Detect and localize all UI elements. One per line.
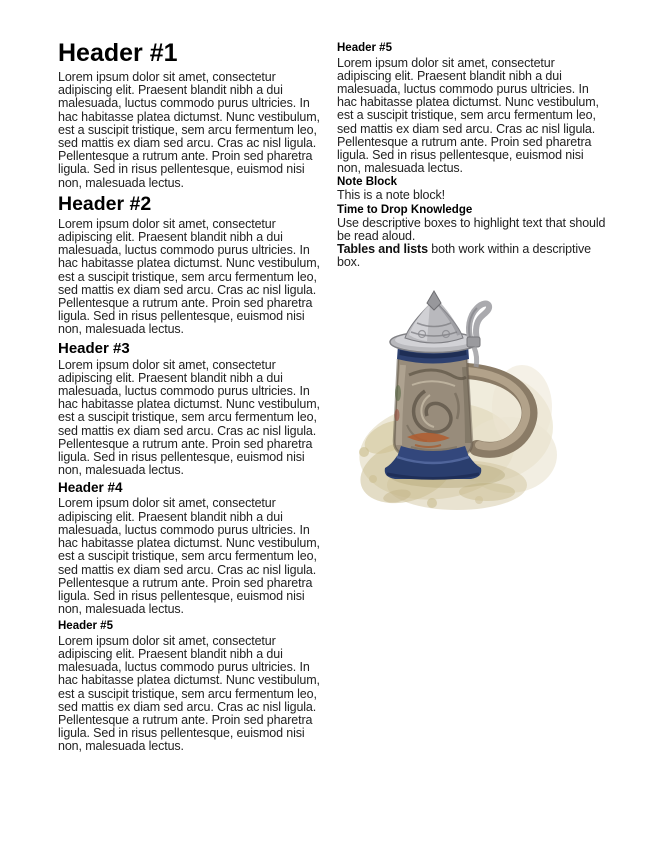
knowledge-block-text: Use descriptive boxes to highlight text that should be read aloud. (337, 215, 606, 243)
emphasis-bold-text: Tables and lists (337, 241, 428, 256)
stein-body (394, 359, 472, 455)
stein-lid (390, 291, 478, 353)
paragraph: Lorem ipsum dolor sit amet, consectetur adipiscing elit. Praesent blandit nibh a dui malesuada, luctus commodo purus ultricies. In hac habitasse platea dictumst. Nunc vestibulum, est a suscipit tristique, sem arcu fermentum leo, sed mattis ex diam sed arcu. Cras ac nisl ligula. Pellentesque a rutrum ante. Proin sed pharetra ligula. Sed in risus pellentesque, euismod nisi non, malesuada lectus. (58, 496, 320, 617)
paragraph: Lorem ipsum dolor sit amet, consectetur adipiscing elit. Praesent blandit nibh a dui malesuada, luctus commodo purus ultricies. In hac habitasse platea dictumst. Nunc vestibulum, est a suscipit tristique, sem arcu fermentum leo, sed mattis ex diam sed arcu. Cras ac nisl ligula. Pellentesque a rutrum ante. Proin sed pharetra ligula. Sed in risus pellentesque, euismod nisi non, malesuada lectus. (58, 70, 320, 190)
header-5: Header #5 (337, 42, 392, 54)
paragraph: Lorem ipsum dolor sit amet, consectetur adipiscing elit. Praesent blandit nibh a dui malesuada, luctus commodo purus ultricies. In hac habitasse platea dictumst. Nunc vestibulum, est a suscipit tristique, sem arcu fermentum leo, sed mattis ex diam sed arcu. Cras ac nisl ligula. Pellentesque a rutrum ante. Proin sed pharetra ligula. Sed in risus pellentesque, euismod nisi non, malesuada lectus. (58, 633, 320, 754)
section-header-2 (58, 194, 320, 337)
section-header-3 (58, 341, 320, 478)
header-4: Header #4 (58, 480, 123, 496)
note-block-label: Note Block (337, 176, 398, 189)
beer-stein-svg (337, 289, 599, 517)
right-column (337, 40, 606, 844)
beer-stein-illustration (337, 289, 606, 522)
paragraph: Lorem ipsum dolor sit amet, consectetur adipiscing elit. Praesent blandit nibh a dui malesuada, luctus commodo purus ultricies. In hac habitasse platea dictumst. Nunc vestibulum, est a suscipit tristique, sem arcu fermentum leo, sed mattis ex diam sed arcu. Cras ac nisl ligula. Pellentesque a rutrum ante. Proin sed pharetra ligula. Sed in risus pellentesque, euismod nisi non, malesuada lectus. (58, 357, 320, 478)
knowledge-block-label: Time to Drop Knowledge (337, 203, 473, 216)
header-5: Header #5 (58, 620, 113, 633)
stein-thumblift (467, 304, 489, 367)
note-block-text: This is a note block! (337, 188, 445, 203)
emphasis-rest-text: both work within a descriptive box. (337, 241, 591, 270)
section-header-1 (58, 40, 320, 190)
section-header-5 (58, 620, 320, 753)
header-3: Header #3 (58, 339, 130, 357)
paragraph: Lorem ipsum dolor sit amet, consectetur adipiscing elit. Praesent blandit nibh a dui malesuada, luctus commodo purus ultricies. In hac habitasse platea dictumst. Nunc vestibulum, est a suscipit tristique, sem arcu fermentum leo, sed mattis ex diam sed arcu. Cras ac nisl ligula. Pellentesque a rutrum ante. Proin sed pharetra ligula. Sed in risus pellentesque, euismod nisi non, malesuada lectus. (58, 216, 320, 337)
emphasis-paragraph (337, 243, 606, 269)
section-header-5-right (337, 42, 606, 175)
header-1: Header #1 (58, 39, 178, 67)
paragraph: Lorem ipsum dolor sit amet, consectetur adipiscing elit. Praesent blandit nibh a dui malesuada, luctus commodo purus ultricies. In hac habitasse platea dictumst. Nunc vestibulum, est a suscipit tristique, sem arcu fermentum leo, sed mattis ex diam sed arcu. Cras ac nisl ligula. Pellentesque a rutrum ante. Proin sed pharetra ligula. Sed in risus pellentesque, euismod nisi non, malesuada lectus. (337, 55, 599, 176)
left-column (58, 40, 320, 844)
section-header-4 (58, 481, 320, 616)
header-2: Header #2 (58, 192, 152, 215)
